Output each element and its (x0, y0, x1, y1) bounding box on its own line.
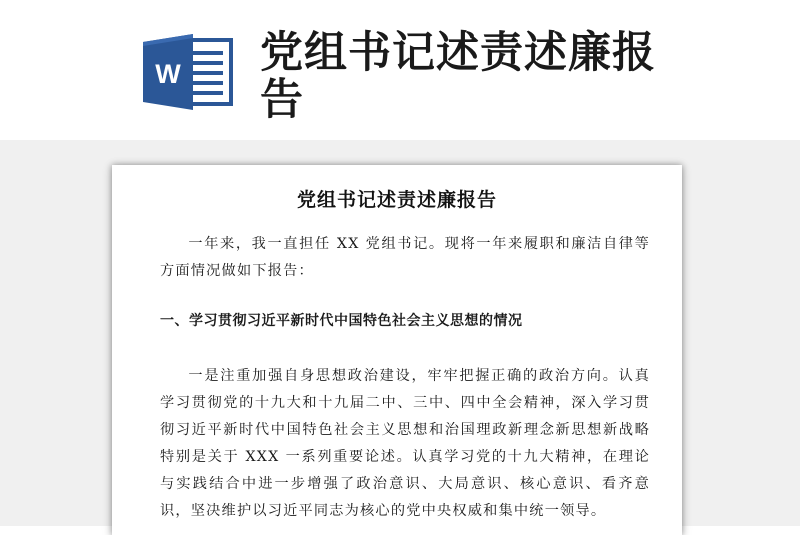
word-letter: W (155, 59, 181, 89)
page-title: 党组书记述责述廉报告 (260, 28, 656, 125)
section-heading: 一、学习贯彻习近平新时代中国特色社会主义思想的情况 (160, 313, 523, 329)
intro-paragraph: 一年来，我一直担任 XX 党组书记。现将一年来履职和廉洁自律等方面情况做如下报告： (160, 236, 650, 279)
header-banner (0, 0, 800, 140)
document-title: 党组书记述责述廉报告 (296, 189, 497, 211)
section-paragraph: 一是注重加强自身思想政治建设，牢牢把握正确的政治方向。认真学习贯彻党的十九大和十九届二中、三中、四中全会精神，深入学习贯彻习近平新时代中国特色社会主义思想和治国理政新理念新思想新战略特别是关于 XXX 一系列重要论述。认真学习党的十九大精神，在理论与实践结合中进一步增强了政治意识、大局意识、核心意识、看齐意识，坚决维护以习近平同志为核心的党中央权威和集中统一领导。 (160, 368, 650, 519)
word-document-icon (141, 34, 233, 110)
document-page (112, 165, 682, 535)
